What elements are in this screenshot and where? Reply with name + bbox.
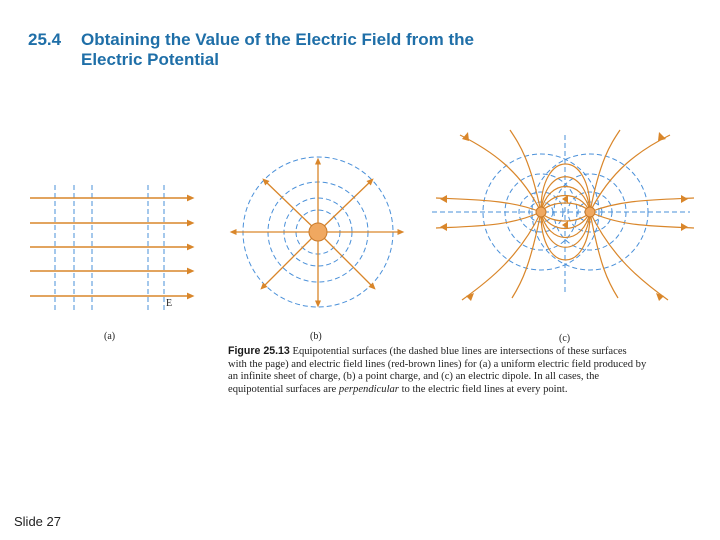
panel-c-dipole	[432, 130, 694, 301]
panel-label-a: (a)	[104, 331, 116, 342]
caption-emphasis: perpendicular	[338, 383, 399, 395]
panel-c-arrowheads	[440, 132, 688, 301]
panel-a-equipotentials	[55, 185, 164, 312]
figure-caption	[228, 345, 648, 396]
positive-charge-icon	[536, 207, 546, 217]
positive-charge-icon	[309, 223, 327, 241]
section-title: Obtaining the Value of the Electric Field from the Electric Potential	[81, 30, 474, 69]
panel-label-c: (c)	[559, 333, 571, 344]
figure-number: Figure 25.13	[228, 345, 290, 357]
negative-charge-icon	[585, 207, 595, 217]
panel-a-uniform-field	[30, 185, 192, 312]
slide-number: Slide 27	[14, 514, 61, 529]
section-number: 25.4	[28, 30, 62, 49]
caption-text: Equipotential surfaces (the dashed blue lines are intersections of these surfaces with the page) and electric field lines (red-brown lines) for (a) a uniform electric field produced by an infinite sheet of charge, (b) a point charge, and (c) an electric dipole. In all cases, the equipotential surfaces are	[228, 346, 647, 395]
caption-text-end: to the electric field lines at every point.	[401, 383, 568, 395]
panel-c-equipotentials	[432, 135, 690, 295]
panel-label-b: (b)	[310, 331, 322, 342]
panel-a-field-lines	[30, 198, 192, 296]
field-symbol-label: E	[166, 298, 173, 309]
panel-b-point-charge	[232, 157, 402, 307]
